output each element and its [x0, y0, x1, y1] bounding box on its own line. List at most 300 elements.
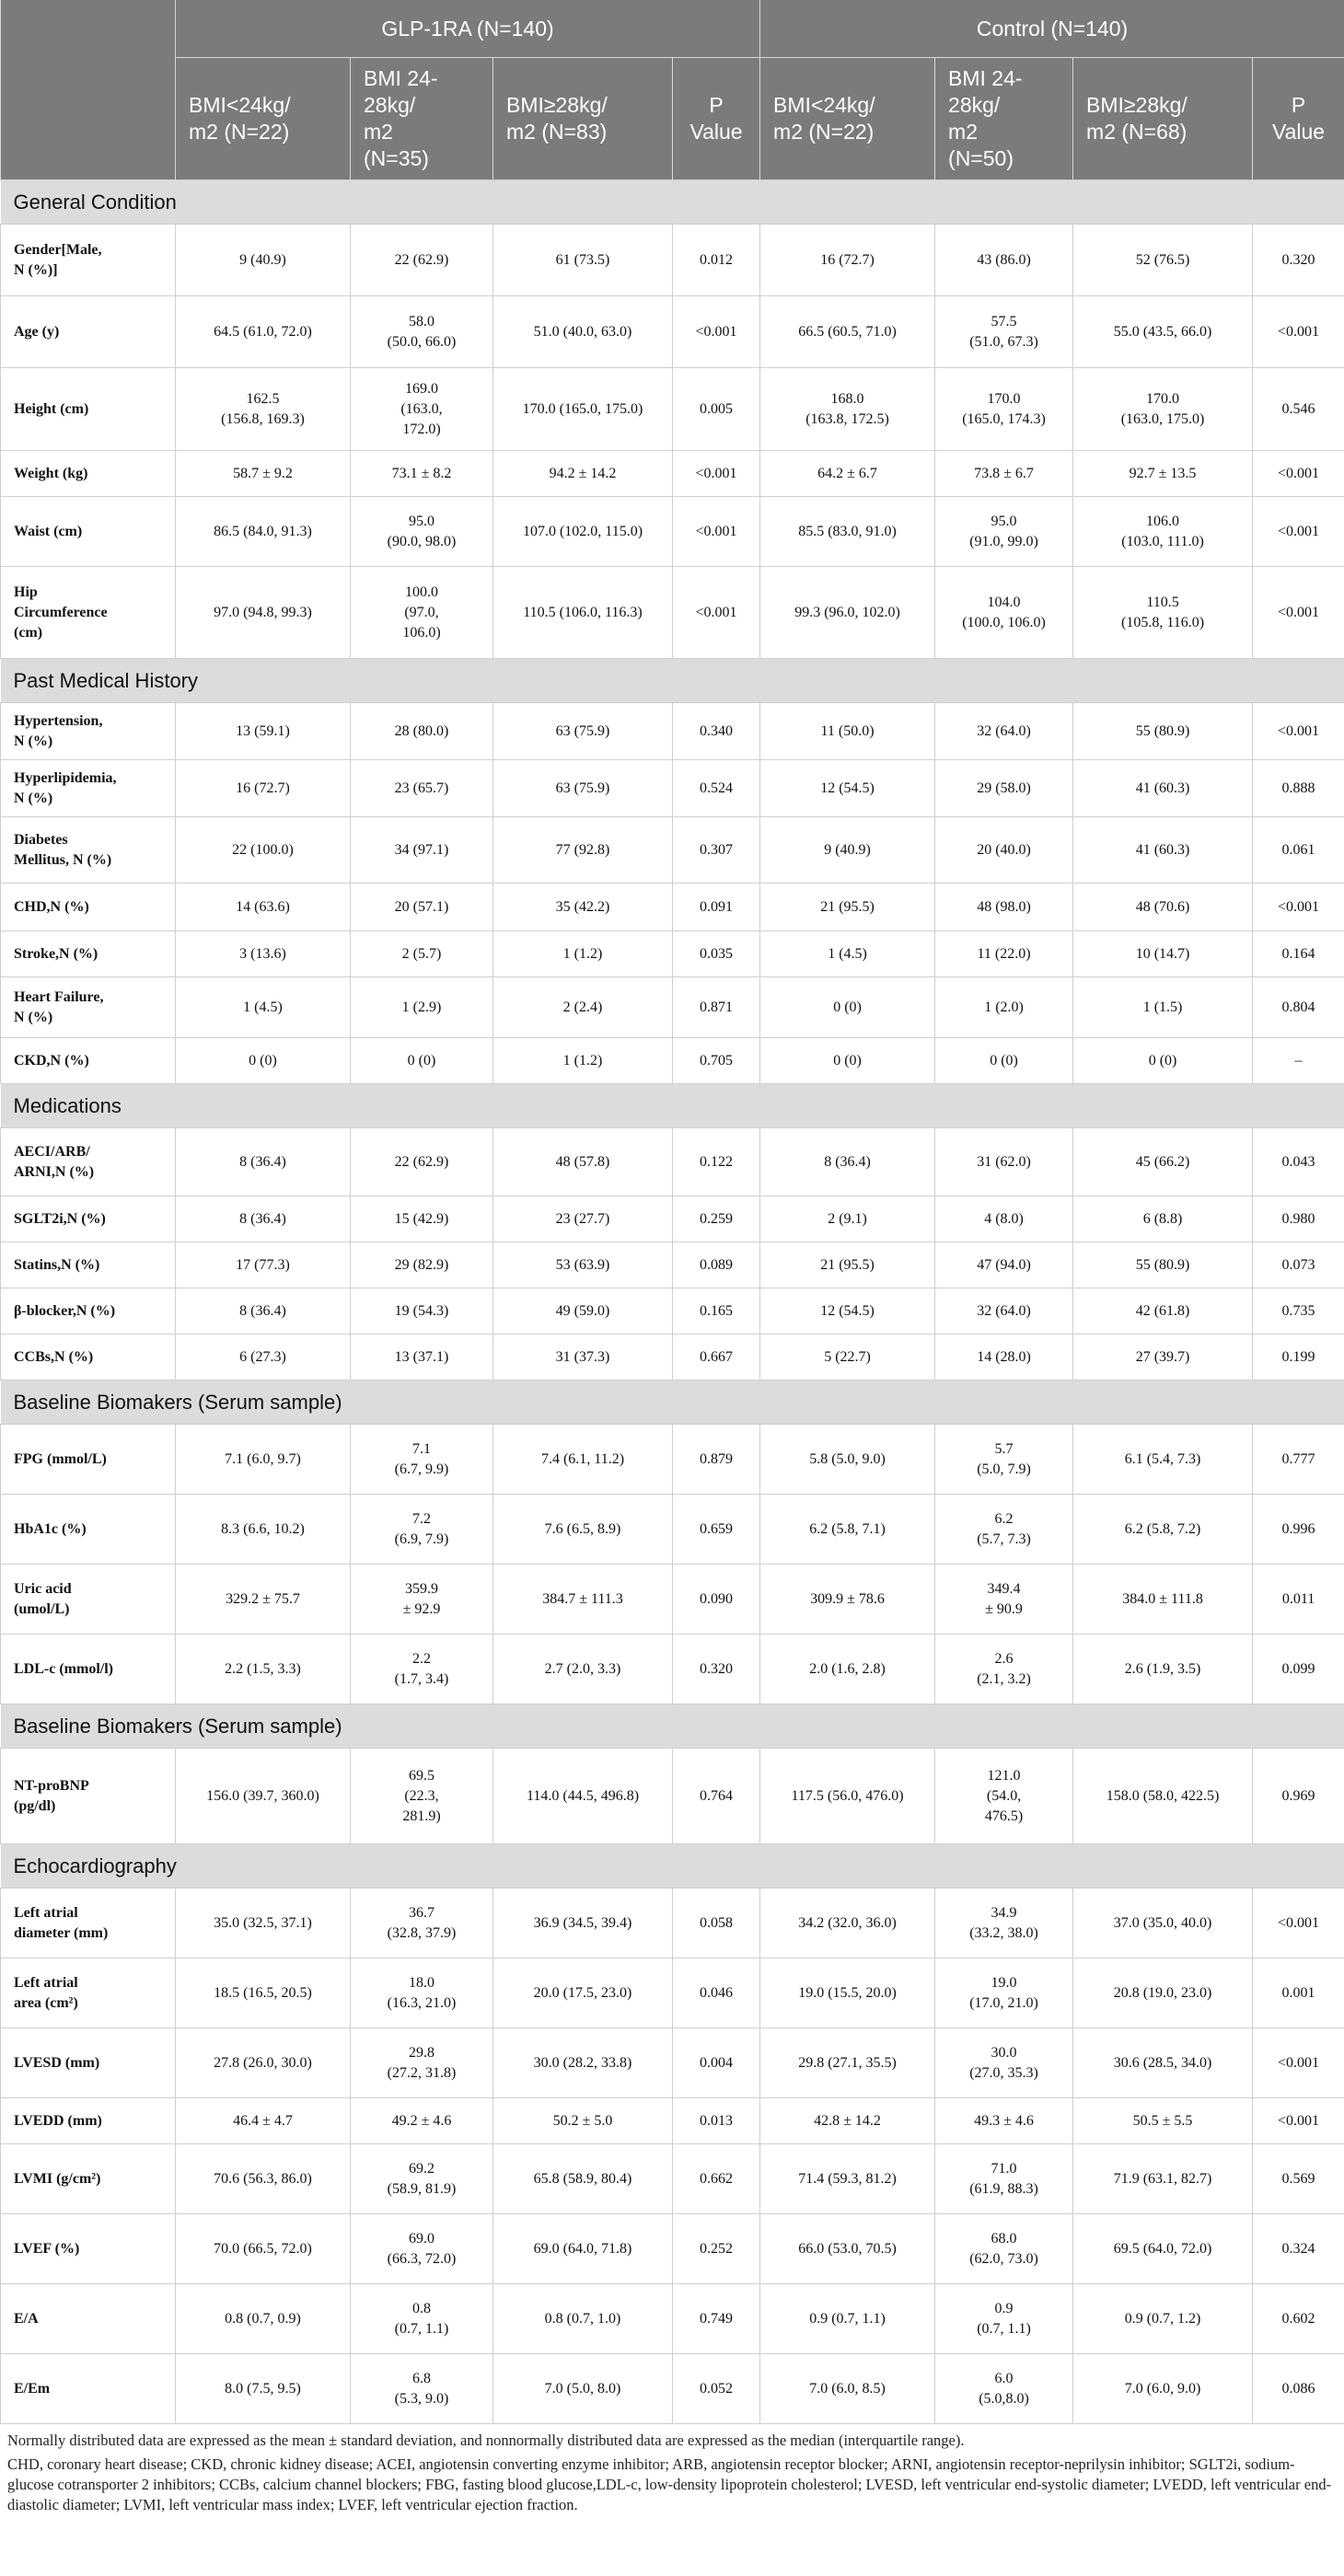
value-cell: 7.2 (6.9, 7.9) — [351, 1495, 493, 1565]
value-cell: 2.6 (1.9, 3.5) — [1073, 1635, 1253, 1704]
row-label: Heart Failure, N (%) — [1, 977, 176, 1038]
value-cell: 19 (54.3) — [351, 1288, 493, 1334]
value-cell: 114.0 (44.5, 496.8) — [493, 1749, 673, 1844]
value-cell: 9 (40.9) — [176, 225, 351, 296]
p-value-cell: 0.320 — [1253, 225, 1344, 296]
value-cell: 34 (97.1) — [351, 817, 493, 884]
table-row — [1, 1334, 1344, 1380]
value-cell: 71.9 (63.1, 82.7) — [1073, 2144, 1253, 2214]
subheader-control-bmi-under-24: BMI<24kg/ m2 (N=22) — [760, 58, 935, 180]
value-cell: 0 (0) — [1073, 1038, 1253, 1084]
row-label: Left atrial area (cm²) — [1, 1958, 176, 2028]
p-value-cell: 0.086 — [1253, 2354, 1344, 2424]
value-cell: 49.2 ± 4.6 — [351, 2098, 493, 2144]
section-header-row — [1, 1844, 1344, 1889]
subheader-glp-bmi-24-28: BMI 24- 28kg/ m2 (N=35) — [351, 58, 493, 180]
value-cell: 15 (42.9) — [351, 1196, 493, 1242]
value-cell: 329.2 ± 75.7 — [176, 1565, 351, 1635]
subheader-glp-bmi-under-24: BMI<24kg/ m2 (N=22) — [176, 58, 351, 180]
value-cell: 55 (80.9) — [1073, 1242, 1253, 1288]
row-label: Hyperlipidemia, N (%) — [1, 760, 176, 817]
table-row — [1, 1958, 1344, 2028]
value-cell: 1 (4.5) — [176, 977, 351, 1038]
value-cell: 170.0 (163.0, 175.0) — [1073, 368, 1253, 451]
value-cell: 158.0 (58.0, 422.5) — [1073, 1749, 1253, 1844]
value-cell: 50.2 ± 5.0 — [493, 2098, 673, 2144]
p-value-cell: 0.307 — [673, 817, 760, 884]
p-value-cell: 0.662 — [673, 2144, 760, 2214]
value-cell: 349.4 ± 90.9 — [935, 1565, 1073, 1635]
table-row — [1, 1495, 1344, 1565]
p-value-cell: 0.061 — [1253, 817, 1344, 884]
value-cell: 69.5 (22.3, 281.9) — [351, 1749, 493, 1844]
p-value-cell: <0.001 — [1253, 451, 1344, 497]
value-cell: 48 (70.6) — [1073, 884, 1253, 931]
value-cell: 2.2 (1.7, 3.4) — [351, 1635, 493, 1704]
value-cell: 77 (92.8) — [493, 817, 673, 884]
p-value-cell: <0.001 — [1253, 567, 1344, 659]
value-cell: 73.8 ± 6.7 — [935, 451, 1073, 497]
value-cell: 55.0 (43.5, 66.0) — [1073, 296, 1253, 368]
value-cell: 6.1 (5.4, 7.3) — [1073, 1425, 1253, 1495]
p-value-cell: <0.001 — [1253, 2028, 1344, 2098]
value-cell: 92.7 ± 13.5 — [1073, 451, 1253, 497]
value-cell: 30.6 (28.5, 34.0) — [1073, 2028, 1253, 2098]
value-cell: 14 (63.6) — [176, 884, 351, 931]
value-cell: 8.3 (6.6, 10.2) — [176, 1495, 351, 1565]
value-cell: 17 (77.3) — [176, 1242, 351, 1288]
value-cell: 7.1 (6.7, 9.9) — [351, 1425, 493, 1495]
row-label: Weight (kg) — [1, 451, 176, 497]
value-cell: 0 (0) — [351, 1038, 493, 1084]
p-value-cell: 0.035 — [673, 931, 760, 977]
group-header-glp: GLP-1RA (N=140) — [176, 0, 760, 58]
row-label: Waist (cm) — [1, 497, 176, 567]
row-label: LVMI (g/cm²) — [1, 2144, 176, 2214]
row-label: AECI/ARB/ ARNI,N (%) — [1, 1128, 176, 1196]
value-cell: 0 (0) — [935, 1038, 1073, 1084]
value-cell: 170.0 (165.0, 175.0) — [493, 368, 673, 451]
value-cell: 57.5 (51.0, 67.3) — [935, 296, 1073, 368]
value-cell: 168.0 (163.8, 172.5) — [760, 368, 935, 451]
p-value-cell: 0.252 — [673, 2214, 760, 2284]
p-value-cell: <0.001 — [1253, 497, 1344, 567]
p-value-cell: 0.602 — [1253, 2284, 1344, 2354]
value-cell: 8 (36.4) — [760, 1128, 935, 1196]
value-cell: 20.0 (17.5, 23.0) — [493, 1958, 673, 2028]
row-label: Stroke,N (%) — [1, 931, 176, 977]
value-cell: 13 (59.1) — [176, 703, 351, 760]
value-cell: 0 (0) — [760, 1038, 935, 1084]
value-cell: 7.1 (6.0, 9.7) — [176, 1425, 351, 1495]
section-title: Baseline Biomakers (Serum sample) — [1, 1380, 1344, 1425]
value-cell: 22 (62.9) — [351, 225, 493, 296]
value-cell: 117.5 (56.0, 476.0) — [760, 1749, 935, 1844]
row-label: SGLT2i,N (%) — [1, 1196, 176, 1242]
section-header-row — [1, 1704, 1344, 1749]
value-cell: 0.9 (0.7, 1.1) — [760, 2284, 935, 2354]
p-value-cell: – — [1253, 1038, 1344, 1084]
value-cell: 7.0 (6.0, 8.5) — [760, 2354, 935, 2424]
value-cell: 0 (0) — [760, 977, 935, 1038]
p-value-cell: <0.001 — [1253, 884, 1344, 931]
value-cell: 384.7 ± 111.3 — [493, 1565, 673, 1635]
p-value-cell: 0.524 — [673, 760, 760, 817]
value-cell: 7.0 (6.0, 9.0) — [1073, 2354, 1253, 2424]
table-row — [1, 2028, 1344, 2098]
value-cell: 31 (62.0) — [935, 1128, 1073, 1196]
value-cell: 42.8 ± 14.2 — [760, 2098, 935, 2144]
p-value-cell: 0.013 — [673, 2098, 760, 2144]
p-value-cell: 0.001 — [1253, 1958, 1344, 2028]
table-row — [1, 451, 1344, 497]
section-title: Past Medical History — [1, 659, 1344, 703]
value-cell: 52 (76.5) — [1073, 225, 1253, 296]
value-cell: 5.8 (5.0, 9.0) — [760, 1425, 935, 1495]
row-label: Hip Circumference (cm) — [1, 567, 176, 659]
subgroup-header-row — [1, 58, 1344, 180]
section-header-row — [1, 659, 1344, 703]
value-cell: 2.7 (2.0, 3.3) — [493, 1635, 673, 1704]
p-value-cell: 0.046 — [673, 1958, 760, 2028]
row-label: Left atrial diameter (mm) — [1, 1889, 176, 1958]
value-cell: 19.0 (15.5, 20.0) — [760, 1958, 935, 2028]
p-value-cell: 0.052 — [673, 2354, 760, 2424]
value-cell: 66.5 (60.5, 71.0) — [760, 296, 935, 368]
table-header — [1, 0, 1344, 180]
footnote-abbreviations: CHD, coronary heart disease; CKD, chronic kidney disease; ACEI, angiotensin converting enzyme inhibitor; ARB, angiotensin receptor blocker; ARNI, angiotensin receptor-neprilysin inhibitor; SGLT2i, sodium-glucose cotransporter 2 inhibitors; CCBs, calcium channel blockers; FBG, fasting blood glucose,LDL-c, low-density lipoprotein cholesterol; LVESD, left ventricular end-systolic diameter; LVEDD, left ventricular end-diastolic diameter; LVMI, left ventricular mass index; LVEF, left ventricular ejection fraction. — [7, 2455, 1332, 2513]
p-value-cell: 0.089 — [673, 1242, 760, 1288]
value-cell: 7.4 (6.1, 11.2) — [493, 1425, 673, 1495]
group-header-row — [1, 0, 1344, 58]
value-cell: 31 (37.3) — [493, 1334, 673, 1380]
value-cell: 35.0 (32.5, 37.1) — [176, 1889, 351, 1958]
value-cell: 2.0 (1.6, 2.8) — [760, 1635, 935, 1704]
value-cell: 20 (40.0) — [935, 817, 1073, 884]
table-row — [1, 931, 1344, 977]
row-label: Statins,N (%) — [1, 1242, 176, 1288]
p-value-cell: 0.012 — [673, 225, 760, 296]
value-cell: 34.9 (33.2, 38.0) — [935, 1889, 1073, 1958]
value-cell: 29 (58.0) — [935, 760, 1073, 817]
table-row — [1, 760, 1344, 817]
value-cell: 30.0 (27.0, 35.3) — [935, 2028, 1073, 2098]
value-cell: 0 (0) — [176, 1038, 351, 1084]
value-cell: 49 (59.0) — [493, 1288, 673, 1334]
value-cell: 0.9 (0.7, 1.2) — [1073, 2284, 1253, 2354]
row-label: LDL-c (mmol/l) — [1, 1635, 176, 1704]
value-cell: 69.5 (64.0, 72.0) — [1073, 2214, 1253, 2284]
p-value-cell: <0.001 — [673, 451, 760, 497]
p-value-cell: 0.749 — [673, 2284, 760, 2354]
value-cell: 1 (1.2) — [493, 931, 673, 977]
p-value-cell: 0.090 — [673, 1565, 760, 1635]
value-cell: 18.5 (16.5, 20.5) — [176, 1958, 351, 2028]
value-cell: 0.8 (0.7, 1.1) — [351, 2284, 493, 2354]
table-row — [1, 703, 1344, 760]
value-cell: 58.0 (50.0, 66.0) — [351, 296, 493, 368]
value-cell: 69.0 (66.3, 72.0) — [351, 2214, 493, 2284]
value-cell: 0.8 (0.7, 1.0) — [493, 2284, 673, 2354]
value-cell: 384.0 ± 111.8 — [1073, 1565, 1253, 1635]
value-cell: 2 (2.4) — [493, 977, 673, 1038]
table-row — [1, 1425, 1344, 1495]
table-row — [1, 1242, 1344, 1288]
p-value-cell: 0.091 — [673, 884, 760, 931]
value-cell: 51.0 (40.0, 63.0) — [493, 296, 673, 368]
table-row — [1, 296, 1344, 368]
row-label: CCBs,N (%) — [1, 1334, 176, 1380]
p-value-cell: 0.546 — [1253, 368, 1344, 451]
value-cell: 0.9 (0.7, 1.1) — [935, 2284, 1073, 2354]
value-cell: 1 (1.5) — [1073, 977, 1253, 1038]
value-cell: 53 (63.9) — [493, 1242, 673, 1288]
value-cell: 36.7 (32.8, 37.9) — [351, 1889, 493, 1958]
subheader-control-bmi-over-28: BMI≥28kg/ m2 (N=68) — [1073, 58, 1253, 180]
table-row — [1, 1889, 1344, 1958]
section-title: Echocardiography — [1, 1844, 1344, 1889]
value-cell: 66.0 (53.0, 70.5) — [760, 2214, 935, 2284]
value-cell: 2 (5.7) — [351, 931, 493, 977]
p-value-cell: 0.165 — [673, 1288, 760, 1334]
row-label: E/Em — [1, 2354, 176, 2424]
section-header-row — [1, 180, 1344, 225]
p-value-cell: 0.980 — [1253, 1196, 1344, 1242]
value-cell: 11 (22.0) — [935, 931, 1073, 977]
table-row — [1, 2214, 1344, 2284]
table-row — [1, 1635, 1344, 1704]
p-value-cell: 0.340 — [673, 703, 760, 760]
value-cell: 65.8 (58.9, 80.4) — [493, 2144, 673, 2214]
row-label: Gender[Male, N (%)] — [1, 225, 176, 296]
value-cell: 41 (60.3) — [1073, 817, 1253, 884]
value-cell: 6.8 (5.3, 9.0) — [351, 2354, 493, 2424]
p-value-cell: 0.099 — [1253, 1635, 1344, 1704]
value-cell: 21 (95.5) — [760, 1242, 935, 1288]
value-cell: 94.2 ± 14.2 — [493, 451, 673, 497]
p-value-cell: <0.001 — [1253, 703, 1344, 760]
table-row — [1, 1288, 1344, 1334]
row-label: Hypertension, N (%) — [1, 703, 176, 760]
p-value-cell: 0.764 — [673, 1749, 760, 1844]
value-cell: 55 (80.9) — [1073, 703, 1253, 760]
value-cell: 19.0 (17.0, 21.0) — [935, 1958, 1073, 2028]
p-value-cell: <0.001 — [1253, 1889, 1344, 1958]
value-cell: 8 (36.4) — [176, 1288, 351, 1334]
section-title: Baseline Biomakers (Serum sample) — [1, 1704, 1344, 1749]
subheader-glp-bmi-over-28: BMI≥28kg/ m2 (N=83) — [493, 58, 673, 180]
value-cell: 107.0 (102.0, 115.0) — [493, 497, 673, 567]
section-header-row — [1, 1084, 1344, 1128]
value-cell: 309.9 ± 78.6 — [760, 1565, 935, 1635]
value-cell: 169.0 (163.0, 172.0) — [351, 368, 493, 451]
value-cell: 58.7 ± 9.2 — [176, 451, 351, 497]
header-blank-cell — [1, 0, 176, 180]
value-cell: 20.8 (19.0, 23.0) — [1073, 1958, 1253, 2028]
p-value-cell: 0.667 — [673, 1334, 760, 1380]
value-cell: 47 (94.0) — [935, 1242, 1073, 1288]
row-label: NT-proBNP (pg/dl) — [1, 1749, 176, 1844]
row-label: FPG (mmol/L) — [1, 1425, 176, 1495]
row-label: LVEDD (mm) — [1, 2098, 176, 2144]
p-value-cell: 0.735 — [1253, 1288, 1344, 1334]
value-cell: 64.2 ± 6.7 — [760, 451, 935, 497]
value-cell: 10 (14.7) — [1073, 931, 1253, 977]
value-cell: 63 (75.9) — [493, 760, 673, 817]
footnote-distribution: Normally distributed data are expressed as the mean ± standard deviation, and nonnormally distributed data are expressed as the median (interquartile range). — [7, 2432, 965, 2449]
table-footnotes — [0, 2424, 1344, 2515]
value-cell: 11 (50.0) — [760, 703, 935, 760]
row-label: Age (y) — [1, 296, 176, 368]
value-cell: 9 (40.9) — [760, 817, 935, 884]
row-label: β-blocker,N (%) — [1, 1288, 176, 1334]
value-cell: 29 (82.9) — [351, 1242, 493, 1288]
row-label: LVESD (mm) — [1, 2028, 176, 2098]
value-cell: 68.0 (62.0, 73.0) — [935, 2214, 1073, 2284]
p-value-cell: 0.058 — [673, 1889, 760, 1958]
value-cell: 5.7 (5.0, 7.9) — [935, 1425, 1073, 1495]
value-cell: 1 (4.5) — [760, 931, 935, 977]
p-value-cell: 0.879 — [673, 1425, 760, 1495]
value-cell: 7.0 (5.0, 8.0) — [493, 2354, 673, 2424]
value-cell: 70.6 (56.3, 86.0) — [176, 2144, 351, 2214]
table-row — [1, 2144, 1344, 2214]
subheader-control-bmi-24-28: BMI 24- 28kg/ m2 (N=50) — [935, 58, 1073, 180]
value-cell: 22 (100.0) — [176, 817, 351, 884]
value-cell: 27.8 (26.0, 30.0) — [176, 2028, 351, 2098]
value-cell: 69.0 (64.0, 71.8) — [493, 2214, 673, 2284]
table-row — [1, 1565, 1344, 1635]
p-value-cell: 0.569 — [1253, 2144, 1344, 2214]
p-value-cell: 0.705 — [673, 1038, 760, 1084]
value-cell: 110.5 (106.0, 116.3) — [493, 567, 673, 659]
value-cell: 8 (36.4) — [176, 1128, 351, 1196]
value-cell: 12 (54.5) — [760, 760, 935, 817]
row-label: HbA1c (%) — [1, 1495, 176, 1565]
value-cell: 12 (54.5) — [760, 1288, 935, 1334]
value-cell: 3 (13.6) — [176, 931, 351, 977]
value-cell: 6.2 (5.8, 7.2) — [1073, 1495, 1253, 1565]
value-cell: 2.6 (2.1, 3.2) — [935, 1635, 1073, 1704]
table-row — [1, 1196, 1344, 1242]
value-cell: 6 (8.8) — [1073, 1196, 1253, 1242]
value-cell: 16 (72.7) — [760, 225, 935, 296]
value-cell: 32 (64.0) — [935, 1288, 1073, 1334]
value-cell: 97.0 (94.8, 99.3) — [176, 567, 351, 659]
value-cell: 48 (98.0) — [935, 884, 1073, 931]
value-cell: 4 (8.0) — [935, 1196, 1073, 1242]
p-value-cell: 0.871 — [673, 977, 760, 1038]
p-value-cell: 0.043 — [1253, 1128, 1344, 1196]
subheader-glp-p-value: P Value — [673, 58, 760, 180]
group-header-control: Control (N=140) — [760, 0, 1344, 58]
value-cell: 95.0 (90.0, 98.0) — [351, 497, 493, 567]
value-cell: 71.4 (59.3, 81.2) — [760, 2144, 935, 2214]
p-value-cell: 0.659 — [673, 1495, 760, 1565]
value-cell: 6.2 (5.7, 7.3) — [935, 1495, 1073, 1565]
value-cell: 6.0 (5.0,8.0) — [935, 2354, 1073, 2424]
value-cell: 49.3 ± 4.6 — [935, 2098, 1073, 2144]
section-title: General Condition — [1, 180, 1344, 225]
value-cell: 110.5 (105.8, 116.0) — [1073, 567, 1253, 659]
value-cell: 46.4 ± 4.7 — [176, 2098, 351, 2144]
p-value-cell: <0.001 — [1253, 296, 1344, 368]
p-value-cell: 0.164 — [1253, 931, 1344, 977]
p-value-cell: <0.001 — [673, 567, 760, 659]
value-cell: 41 (60.3) — [1073, 760, 1253, 817]
p-value-cell: <0.001 — [673, 296, 760, 368]
value-cell: 1 (2.0) — [935, 977, 1073, 1038]
row-label: LVEF (%) — [1, 2214, 176, 2284]
table-row — [1, 567, 1344, 659]
table-row — [1, 977, 1344, 1038]
value-cell: 1 (2.9) — [351, 977, 493, 1038]
p-value-cell: 0.320 — [673, 1635, 760, 1704]
p-value-cell: 0.888 — [1253, 760, 1344, 817]
value-cell: 42 (61.8) — [1073, 1288, 1253, 1334]
value-cell: 170.0 (165.0, 174.3) — [935, 368, 1073, 451]
p-value-cell: 0.969 — [1253, 1749, 1344, 1844]
value-cell: 86.5 (84.0, 91.3) — [176, 497, 351, 567]
row-label: Diabetes Mellitus, N (%) — [1, 817, 176, 884]
value-cell: 156.0 (39.7, 360.0) — [176, 1749, 351, 1844]
table-row — [1, 2098, 1344, 2144]
value-cell: 6.2 (5.8, 7.1) — [760, 1495, 935, 1565]
p-value-cell: 0.804 — [1253, 977, 1344, 1038]
table-row — [1, 817, 1344, 884]
value-cell: 22 (62.9) — [351, 1128, 493, 1196]
row-label: E/A — [1, 2284, 176, 2354]
value-cell: 30.0 (28.2, 33.8) — [493, 2028, 673, 2098]
value-cell: 1 (1.2) — [493, 1038, 673, 1084]
subheader-control-p-value: P Value — [1253, 58, 1344, 180]
value-cell: 106.0 (103.0, 111.0) — [1073, 497, 1253, 567]
value-cell: 21 (95.5) — [760, 884, 935, 931]
table-row — [1, 225, 1344, 296]
value-cell: 20 (57.1) — [351, 884, 493, 931]
value-cell: 16 (72.7) — [176, 760, 351, 817]
value-cell: 73.1 ± 8.2 — [351, 451, 493, 497]
row-label: CHD,N (%) — [1, 884, 176, 931]
value-cell: 8.0 (7.5, 9.5) — [176, 2354, 351, 2424]
p-value-cell: 0.199 — [1253, 1334, 1344, 1380]
value-cell: 48 (57.8) — [493, 1128, 673, 1196]
p-value-cell: 0.011 — [1253, 1565, 1344, 1635]
value-cell: 18.0 (16.3, 21.0) — [351, 1958, 493, 2028]
p-value-cell: 0.324 — [1253, 2214, 1344, 2284]
value-cell: 29.8 (27.2, 31.8) — [351, 2028, 493, 2098]
value-cell: 6 (27.3) — [176, 1334, 351, 1380]
value-cell: 34.2 (32.0, 36.0) — [760, 1889, 935, 1958]
value-cell: 36.9 (34.5, 39.4) — [493, 1889, 673, 1958]
table-row — [1, 368, 1344, 451]
value-cell: 23 (65.7) — [351, 760, 493, 817]
row-label: Uric acid (umol/L) — [1, 1565, 176, 1635]
value-cell: 71.0 (61.9, 88.3) — [935, 2144, 1073, 2214]
value-cell: 85.5 (83.0, 91.0) — [760, 497, 935, 567]
value-cell: 13 (37.1) — [351, 1334, 493, 1380]
section-header-row — [1, 1380, 1344, 1425]
table-row — [1, 1128, 1344, 1196]
table-row — [1, 1749, 1344, 1844]
value-cell: 2.2 (1.5, 3.3) — [176, 1635, 351, 1704]
value-cell: 100.0 (97.0, 106.0) — [351, 567, 493, 659]
value-cell: 63 (75.9) — [493, 703, 673, 760]
value-cell: 61 (73.5) — [493, 225, 673, 296]
value-cell: 35 (42.2) — [493, 884, 673, 931]
value-cell: 359.9 ± 92.9 — [351, 1565, 493, 1635]
value-cell: 14 (28.0) — [935, 1334, 1073, 1380]
